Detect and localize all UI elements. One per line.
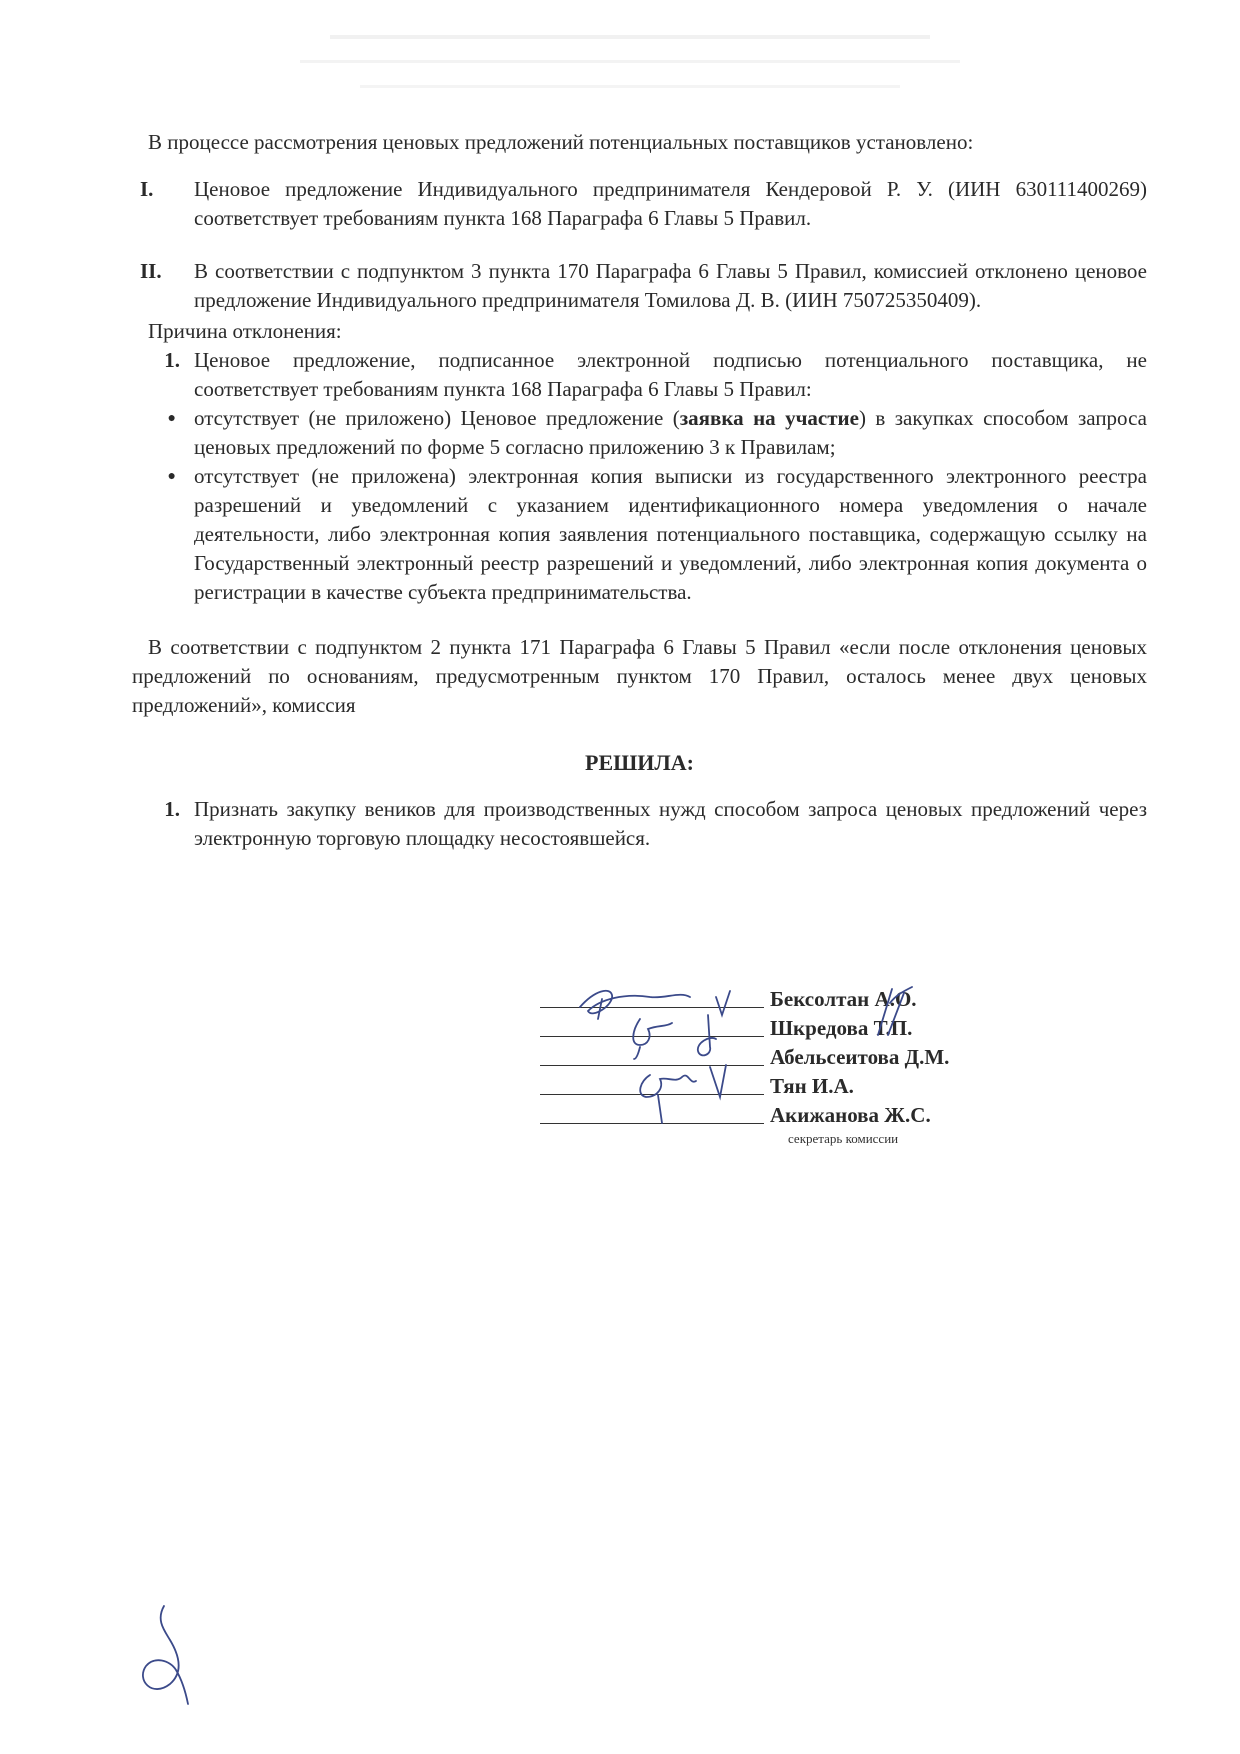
bullet-text: отсутствует (не приложена) электронная копия выписки из государственного электронного реестра разрешений и уведомлений с указанием идентификационного номера уведомления о начале деятельности, либо электронная копия заявления потенциального поставщика, содержащую ссылку на Государственный электронный реестр разрешений и уведомлений, либо электронная копия документа о регистрации в качестве субъекта предпринимательства. (194, 464, 1147, 604)
list-item (132, 462, 1147, 607)
item-text: Ценовое предложение, подписанное электронной подписью потенциального поставщика, не соответствует требованиям пункта 168 Параграфа 6 Главы 5 Правил: (194, 348, 1147, 401)
reason-label: Причина отклонения: (148, 319, 342, 343)
bullet-text-part: ) в закупках способом запроса ценовых предложений по форме 5 согласно приложению 3 к Правилам; (194, 406, 1147, 459)
bullet-text-bold: заявка на участие (679, 406, 859, 430)
section-2 (132, 257, 1147, 315)
section-1 (132, 175, 1147, 233)
item-number: 1. (164, 797, 180, 821)
signatory-name: Шкредова Т.П. (770, 1016, 913, 1040)
list-item (132, 404, 1147, 462)
section-number: I. (140, 177, 154, 201)
section-number: II. (140, 259, 162, 283)
item-number: 1. (164, 348, 180, 372)
initials-mark-icon (130, 1600, 220, 1710)
signatory-name: Акижанова Ж.С. (770, 1103, 931, 1127)
signatory-name: Тян И.А. (770, 1074, 854, 1098)
decision-item (132, 795, 1147, 853)
reason-bullets (132, 404, 1147, 607)
closing-paragraph: В соответствии с подпунктом 2 пункта 171 Параграфа 6 Главы 5 Правил «если после отклонения ценовых предложений по основаниям, предусмотренным пунктом 170 Правил, осталось менее двух ценовых предложений», комиссия (132, 635, 1147, 717)
document-body (132, 128, 1147, 853)
reason-item (132, 346, 1147, 404)
bullet-icon: ● (167, 469, 176, 484)
signature-scribble-icon (540, 985, 1040, 1155)
section-text: В соответствии с подпунктом 3 пункта 170 Параграфа 6 Главы 5 Правил, комиссией отклонено ценовое предложение Индивидуального предпринимателя Томилова Д. В. (ИИН 750725350409). (194, 259, 1147, 312)
bullet-text (194, 404, 1147, 462)
signatory-name: Абельсеитова Д.М. (770, 1045, 950, 1069)
scan-artifact (0, 0, 1240, 120)
intro-paragraph: В процессе рассмотрения ценовых предложений потенциальных поставщиков установлено: (148, 130, 974, 154)
signature-block (540, 985, 1040, 1146)
bullet-text-part: отсутствует (не приложено) Ценовое предложение ( (194, 406, 680, 430)
signatory-name: Бексолтан А.О. (770, 987, 917, 1011)
decision-heading: РЕШИЛА: (585, 750, 694, 775)
section-text: Ценовое предложение Индивидуального предпринимателя Кендеровой Р. У. (ИИН 630111400269) соответствует требованиям пункта 168 Параграфа 6 Главы 5 Правил. (194, 177, 1147, 230)
bullet-icon: ● (167, 411, 176, 426)
secretary-role: секретарь комиссии (788, 1131, 899, 1146)
item-text: Признать закупку веников для производственных нужд способом запроса ценовых предложений через электронную торговую площадку несостоявшейся. (194, 797, 1147, 850)
